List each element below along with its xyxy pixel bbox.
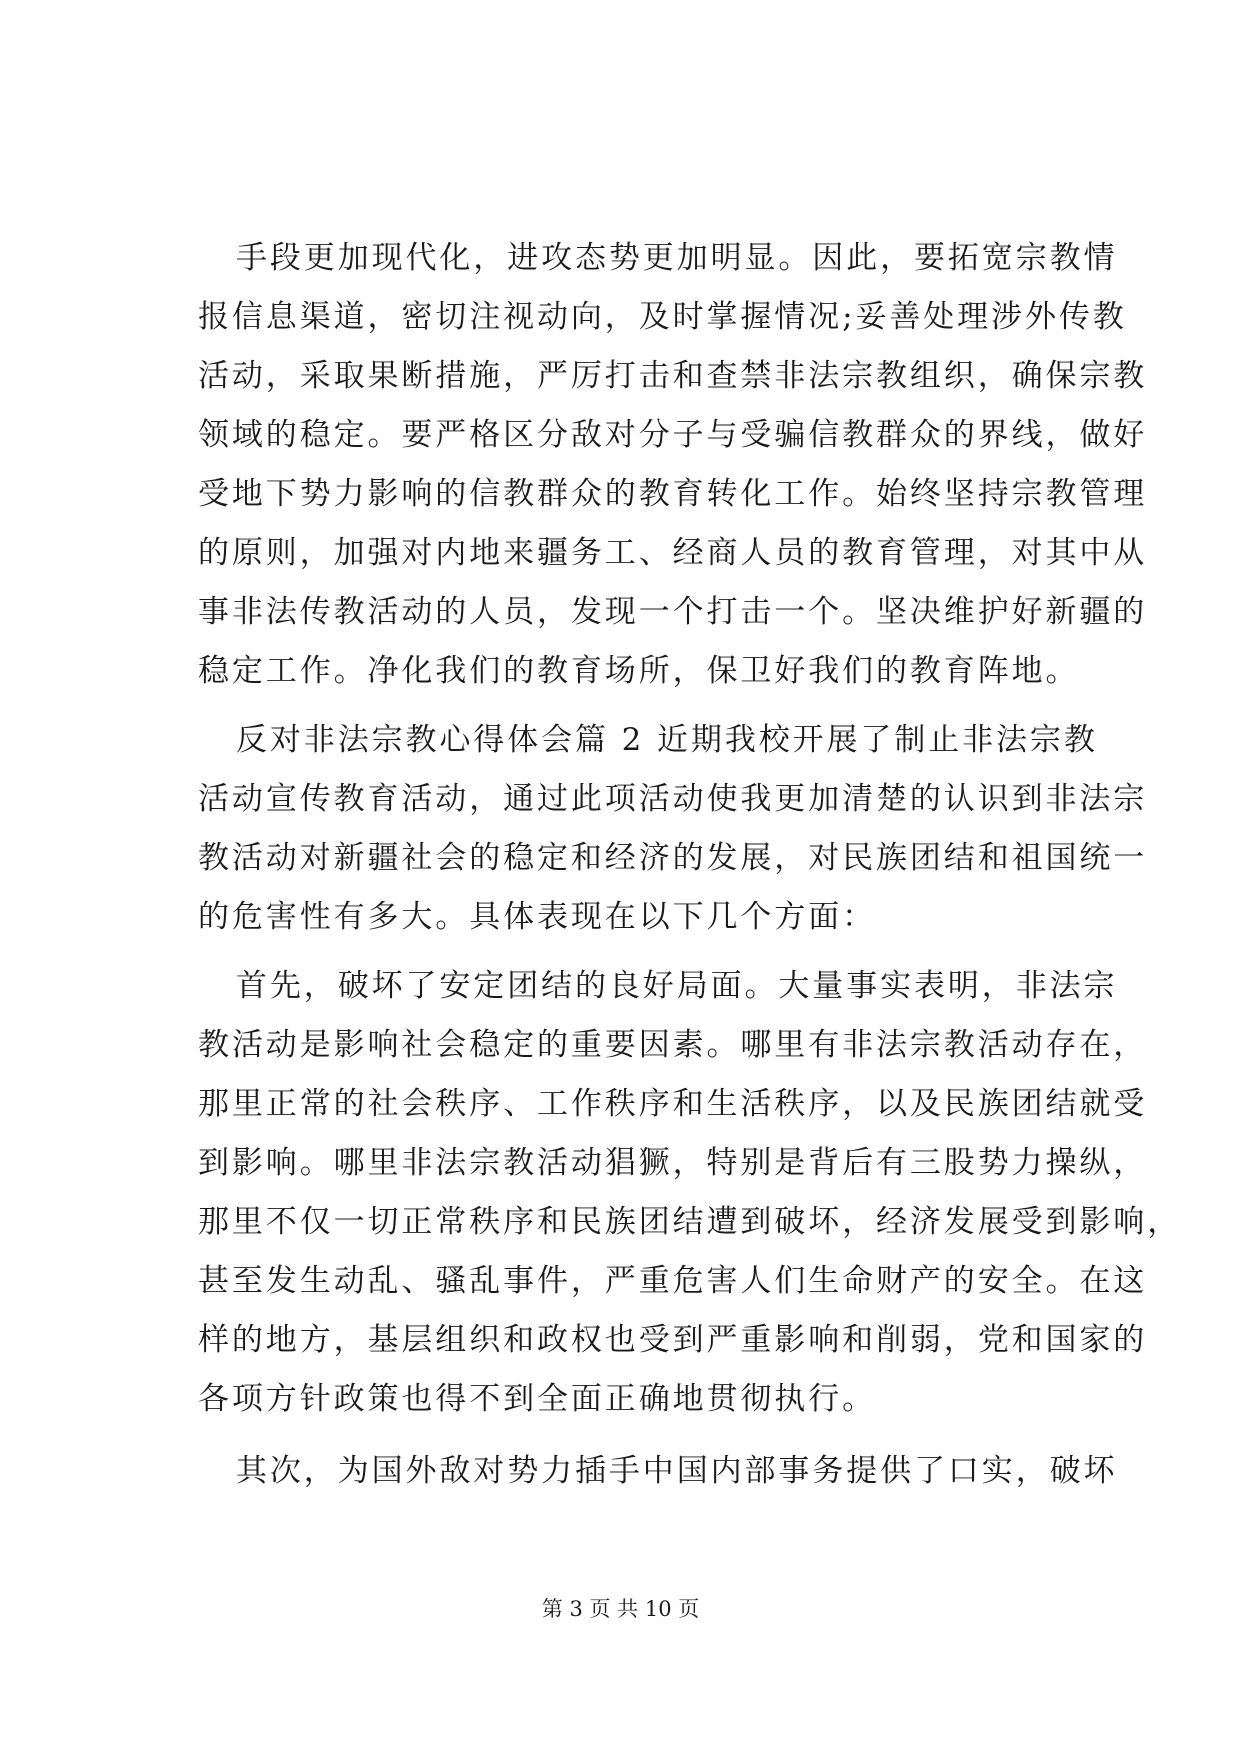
text-line: 的危害性有多大。具体表现在以下几个方面： [198, 899, 876, 935]
text-line: 其次，为国外敌对势力插手中国内部事务提供了口实，破坏 [236, 1453, 1118, 1489]
text-line: 的原则，加强对内地来疆务工、经商人员的教育管理，对其中从 [198, 535, 1148, 571]
text-line: 领域的稳定。要严格区分敌对分子与受骗信教群众的界线，做好 [198, 417, 1148, 453]
text-line: 手段更加现代化，进攻态势更加明显。因此，要拓宽宗教情 [236, 240, 1118, 276]
text-line: 那里不仅一切正常秩序和民族团结遭到破坏，经济发展受到影响， [198, 1204, 1182, 1240]
text-line: 样的地方，基层组织和政权也受到严重影响和削弱，党和国家的 [198, 1322, 1148, 1358]
text-line: 反对非法宗教心得体会篇 2 近期我校开展了制止非法宗教 [236, 722, 1098, 758]
text-line: 甚至发生动乱、骚乱事件，严重危害人们生命财产的安全。在这 [198, 1263, 1148, 1299]
page-footer: 第 3 页 共 10 页 [541, 1597, 700, 1621]
text-line: 那里正常的社会秩序、工作秩序和生活秩序，以及民族团结就受 [198, 1086, 1148, 1122]
text-line: 报信息渠道，密切注视动向，及时掌握情况;妥善处理涉外传教 [198, 299, 1127, 335]
text-line: 各项方针政策也得不到全面正确地贯彻执行。 [198, 1381, 876, 1417]
text-line: 稳定工作。净化我们的教育场所，保卫好我们的教育阵地。 [198, 653, 1080, 689]
text-line: 活动宣传教育活动，通过此项活动使我更加清楚的认识到非法宗 [198, 781, 1148, 817]
text-line: 首先，破坏了安定团结的良好局面。大量事实表明，非法宗 [236, 968, 1118, 1004]
text-line: 活动，采取果断措施，严厉打击和查禁非法宗教组织，确保宗教 [198, 358, 1148, 394]
text-line: 教活动对新疆社会的稳定和经济的发展，对民族团结和祖国统一 [198, 840, 1148, 876]
text-line: 事非法传教活动的人员，发现一个打击一个。坚决维护好新疆的 [198, 594, 1148, 630]
text-line: 到影响。哪里非法宗教活动猖獗，特别是背后有三股势力操纵， [198, 1145, 1148, 1181]
text-line: 受地下势力影响的信教群众的教育转化工作。始终坚持宗教管理 [198, 476, 1148, 512]
text-line: 教活动是影响社会稳定的重要因素。哪里有非法宗教活动存在， [198, 1027, 1148, 1063]
